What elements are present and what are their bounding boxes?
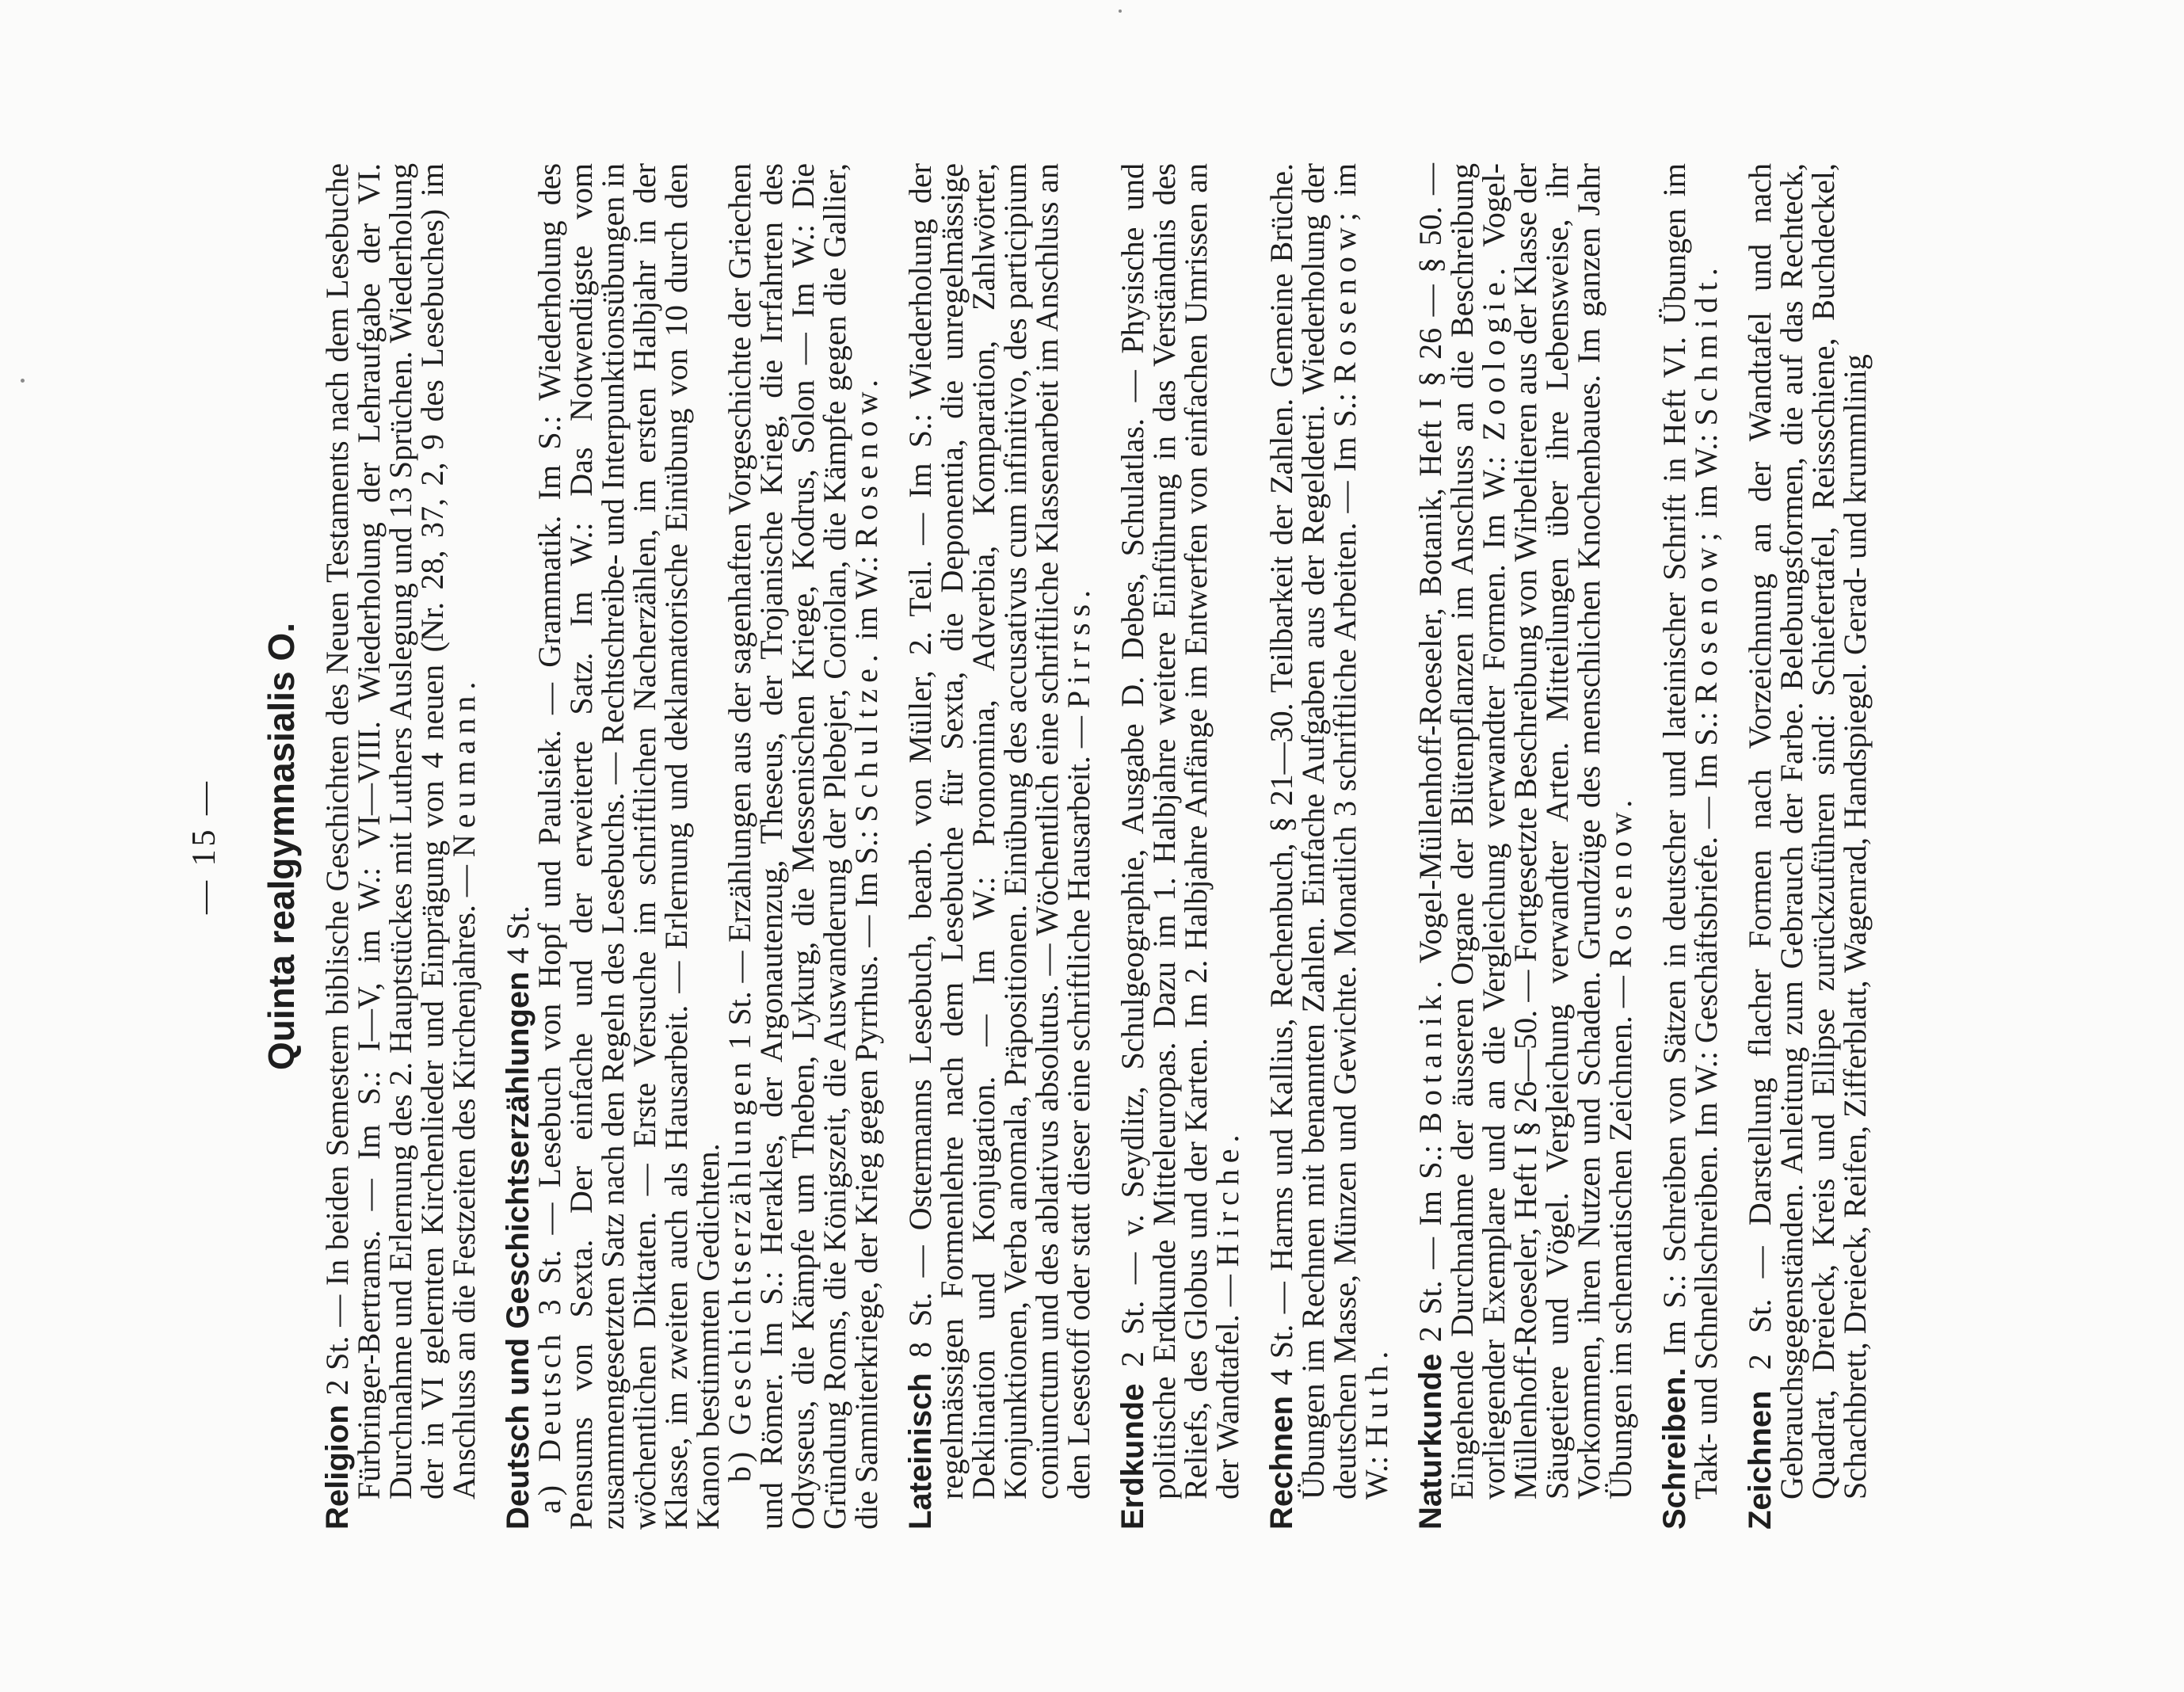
text-latein: — Ostermanns Lesebuch, bearb. von Müller, 2. Teil. — Im S.: Wiederholung der regelmässigen Formenlehre nach dem Lesebuche für Sexta, die Deponentia, die unregelmässige Deklination und Konjugation. — Im W.: Pronomina, Adverbia, Komparation, Zahlwörter, Konjunktionen, Verba anomala, Präpositionen. Einübung des accusativus cum infinitivo, des participium coniunctum und des ablativus absolutus. — Wöchentlich eine schriftliche Klassenarbeit im Anschluss an den Lesestoff oder statt dieser eine schriftliche Hausarbeit. — [902, 163, 1096, 1500]
teacher-schreiben-w: Schmidt. [1688, 261, 1724, 426]
text-zeichnen: — Darstellung flacher Formen nach Vorzeichnung an der Wandtafel und nach Gebrauchsgegenständen. Anleitung zum Gebrauch der Farbe. Belebungsformen, die auf das Rechteck, Quadrat, Dreieck, Kreis und Ellipse zurückzuführen sind: Schiefertafel, Reissschiene, Buchdeckel, Schachbrett, Dreieck, Reifen, Zifferblatt, Wagenrad, Handspiegel. Gerad- und krummlinig [1742, 162, 1873, 1500]
label-deutsch-w: im W.: [848, 555, 884, 641]
label-deutsch-b: b) Geschichtserzählungen [722, 1058, 757, 1482]
subject-deutsch: Deutsch und Geschichtserzählungen [501, 971, 536, 1530]
hours-deutsch-b: 1 St. [722, 991, 757, 1050]
hours-erdkunde: 2 St. [1115, 1300, 1150, 1367]
section-zeichnen [1744, 163, 1871, 1530]
hours-zeichnen: 2 St. [1742, 1298, 1778, 1370]
page-content [186, 162, 1893, 1530]
section-latein [902, 163, 1096, 1530]
section-religion [319, 162, 482, 1530]
subject-religion: Religion [320, 1404, 355, 1530]
label-botanik: Botanik. [1412, 974, 1448, 1134]
label-rechnen-w: im W.: [1327, 162, 1394, 1500]
page-number [186, 163, 223, 1530]
teacher-erdkunde: Hirche. [1210, 1128, 1245, 1267]
section-schreiben [1656, 162, 1724, 1530]
text-deutsch-b: — Erzählungen aus der sagenhaften Vorgeschichte der Griechen und Römer. Im S.: Herakles, der Argonautenzug, Theseus, der Trojanische Krieg, die Irrfahrten des Odysseus, die Kämpfe um Theben, Lykurg, die Messenischen Kriege, Kodrus, Solon — Im W.: Die Gründung Roms, die Königszeit, die Auswanderung der Plebejer, Coriolan, die Kämpfe gegen die Gallier, die Samniterkriege, der Krieg gegen Pyrrhus. — Im S.: [722, 162, 884, 1530]
label-schreiben-w: im W.: [1688, 433, 1724, 519]
label-zoologie: Zoologie. [1476, 261, 1511, 441]
text-rechnen: — Harms und Kallius, Rechenbuch, § 21—30. Teilbarkeit der Zahlen. Gemeine Brüche. Übungen im Rechnen mit benannten Zahlen. Einfache Aufgaben aus der Regeldetri. Wiederholung der deutschen Masse, Münzen und Gewichte. Monatlich 3 schriftliche Arbeiten. — Im S.: [1264, 162, 1363, 1500]
text-naturkunde: Vogel-Müllenhoff-Roeseler, Botanik, Heft I § 26 — § 50. — Eingehende Durchnahme der äusseren Organe der Blütenpflanzen im Anschluss an die Beschreibung vorliegender Exemplare und an die Vergleichung verwandter Formen. Im W.: [1412, 162, 1511, 1500]
teacher-deutsch-w: Rosenow. [848, 373, 884, 548]
teacher-rechnen-s: Rosenow; [1327, 206, 1363, 384]
teacher-latein: Pirrss. [1061, 583, 1096, 709]
teacher-schreiben-s: Rosenow; [1688, 526, 1724, 704]
teacher-rechnen-w: Huth. [1359, 1344, 1394, 1448]
hours-naturkunde: 2 St. [1412, 1280, 1448, 1343]
subject-naturkunde: Naturkunde [1413, 1353, 1448, 1530]
hours-rechnen: 4 St. [1264, 1324, 1299, 1385]
teacher-religion: Neumann. [446, 675, 482, 858]
hours-deutsch: 4 St. [500, 905, 536, 964]
section-naturkunde [1412, 162, 1638, 1530]
label-deutsch-a: a) Deutsch [532, 1330, 567, 1514]
teacher-naturkunde: Rosenow. [1603, 793, 1638, 969]
page-number-text: — 15 — [186, 779, 223, 914]
page-title: Quinta realgymnasialis O. [261, 623, 302, 1070]
text-deutsch-a: — Lesebuch von Hopf und Paulsiek. — Grammatik. Im S.: Wiederholung des Pensums von Sexta. Der einfache und der erweiterte Satz. Im W.: Das Notwendigste vom zusammengesetzten Satz nach den Regeln des Lesebuchs. — Rechtschreibe- und Interpunktionsübungen in wöchentlichen Diktaten. — Erste Versuche im schriftlichen Nacherzählen, im ersten Halbjahr in der Klasse, im zweiten auch als Hausarbeit. — Erlernung und deklamatorische Einübung von 10 durch den Kanon bestimmten Gedichten. [532, 162, 726, 1530]
hours-religion: 2 St. [319, 1336, 355, 1396]
subject-zeichnen: Zeichnen [1743, 1390, 1778, 1530]
subject-latein: Lateinisch [903, 1373, 938, 1530]
section-deutsch [502, 163, 882, 1530]
text-schreiben: Im S.: Schreiben von Sätzen in deutscher und lateinischer Schrift in Heft VI. Übungen im Takt- und Schnellschreiben. Im W.: Geschäftsbriefe. — Im S.: [1656, 162, 1724, 1500]
text2-naturkunde: Vogel-Müllenhoff-Roeseler, Heft I § 26—50. — Fortgesetzte Beschreibung von Wirbeltieren aus der Klasse der Säugetiere und Vögel. Vergleichung verwandter Arten. Mitteilungen über ihre Lebensweise, ihr Vorkommen, ihren Nutzen und Schaden. Grundzüge des menschlichen Knochenbaues. Im ganzen Jahr Übungen im schematischen Zeichnen. — [1476, 163, 1638, 1500]
hours-deutsch-a: 3 St. [532, 1249, 567, 1316]
hours-latein: 8 St. [902, 1292, 938, 1359]
subject-erdkunde: Erdkunde [1115, 1383, 1150, 1530]
subject-schreiben: Schreiben. [1657, 1367, 1692, 1530]
intro-naturkunde: — Im S.: [1412, 1145, 1448, 1269]
teacher-deutsch-s: Schultze. [848, 648, 884, 822]
section-rechnen [1266, 163, 1393, 1530]
section-erdkunde [1117, 163, 1244, 1530]
subject-rechnen: Rechnen [1264, 1396, 1299, 1530]
text-religion: — In beiden Semestern biblische Geschichten des Neuen Testaments nach dem Lesebuche Fürbringer-Bertrams. — Im S.: I—V, im W.: VI—VIII. Wiederholung der Lehraufgabe der VI. Durchnahme und Erlernung des 2. Hauptstückes mit Luthers Auslegung und 13 Sprüchen. Wiederholung der in VI gelernten Kirchenlieder und Einprägung von 4 neuen (Nr. 28, 37, 2, 9 des Lesebuches) im Anschluss an die Festzeiten des Kirchenjahres. — [319, 162, 482, 1500]
text-erdkunde: — v. Seydlitz, Schulgeographie, Ausgabe D. Debes, Schulatlas. — Physische und politische Erdkunde Mitteleuropas. Dazu im 1. Halbjahre weitere Einführung in das Verständnis des Reliefs, des Globus und der Karten. Im 2. Halbjahre Anfänge im Entwerfen von einfachen Umrissen an der Wandtafel. — [1115, 162, 1245, 1500]
